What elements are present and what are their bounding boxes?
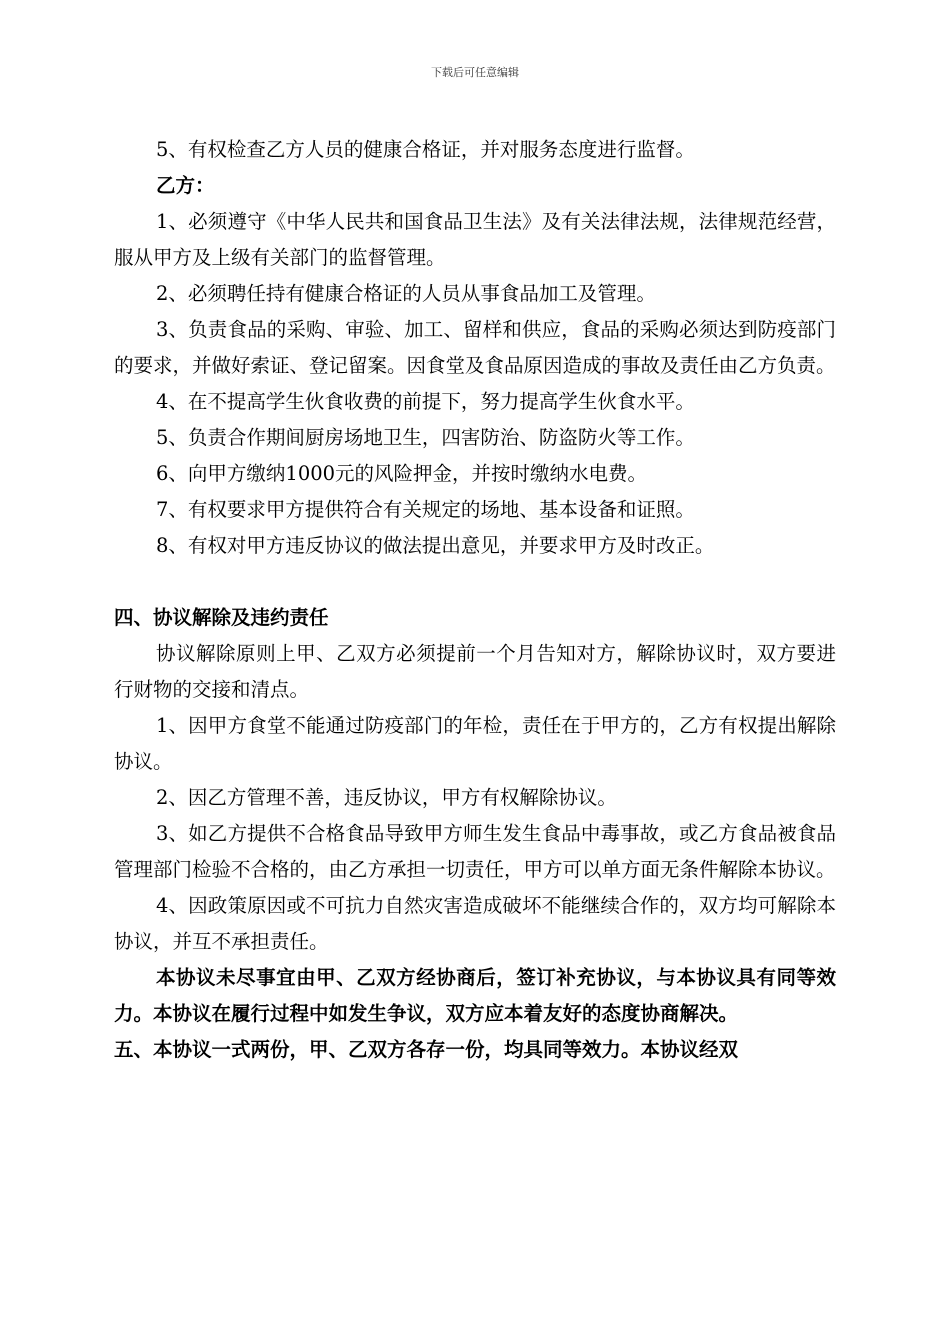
paragraph-yi-4: 4、在不提高学生伙食收费的前提下，努力提高学生伙食水平。 <box>156 390 695 413</box>
paragraph-yi-6: 6、向甲方缴纳1000元的风险押金，并按时缴纳水电费。 <box>156 462 648 485</box>
paragraph-supplement: 本协议未尽事宜由甲、乙双方经协商后，签订补充协议，与本协议具有同等效力。本协议在履行过程中如发生争议，双方应本着友好的态度协商解决。 <box>114 966 836 1025</box>
section-heading-yifang: 乙方： <box>156 174 215 197</box>
paragraph-yi-1: 1、必须遵守《中华人民共和国食品卫生法》及有关法律法规，法律规范经营，服从甲方及上级有关部门的监督管理。 <box>114 210 836 269</box>
paragraph-4-1: 1、因甲方食堂不能通过防疫部门的年检，责任在于甲方的，乙方有权提出解除协议。 <box>114 714 836 773</box>
paragraph-4-intro: 协议解除原则上甲、乙双方必须提前一个月告知对方，解除协议时，双方要进行财物的交接和清点。 <box>114 642 836 701</box>
paragraph-yi-7: 7、有权要求甲方提供符合有关规定的场地、基本设备和证照。 <box>156 498 695 521</box>
paragraph-4-2: 2、因乙方管理不善，违反协议，甲方有权解除协议。 <box>156 786 617 809</box>
section-heading-4: 四、协议解除及违约责任 <box>114 606 329 629</box>
section-heading-5: 五、本协议一式两份，甲、乙双方各存一份，均具同等效力。本协议经双 <box>114 1038 739 1061</box>
paragraph-1: 5、有权检查乙方人员的健康合格证，并对服务态度进行监督。 <box>156 138 695 161</box>
document-body <box>114 132 836 1068</box>
paragraph-yi-2: 2、必须聘任持有健康合格证的人员从事食品加工及管理。 <box>156 282 656 305</box>
paragraph-4-4: 4、因政策原因或不可抗力自然灾害造成破坏不能继续合作的，双方均可解除本协议，并互不承担责任。 <box>114 894 836 953</box>
paragraph-yi-8: 8、有权对甲方违反协议的做法提出意见，并要求甲方及时改正。 <box>156 534 715 557</box>
paragraph-4-3: 3、如乙方提供不合格食品导致甲方师生发生食品中毒事故，或乙方食品被食品管理部门检验不合格的，由乙方承担一切责任，甲方可以单方面无条件解除本协议。 <box>114 822 836 881</box>
header-note: 下载后可任意编辑 <box>431 66 519 79</box>
paragraph-yi-5: 5、负责合作期间厨房场地卫生，四害防治、防盗防火等工作。 <box>156 426 695 449</box>
blank-line <box>114 564 836 600</box>
paragraph-yi-3: 3、负责食品的采购、审验、加工、留样和供应，食品的采购必须达到防疫部门的要求，并做好索证、登记留案。因食堂及食品原因造成的事故及责任由乙方负责。 <box>114 318 836 377</box>
